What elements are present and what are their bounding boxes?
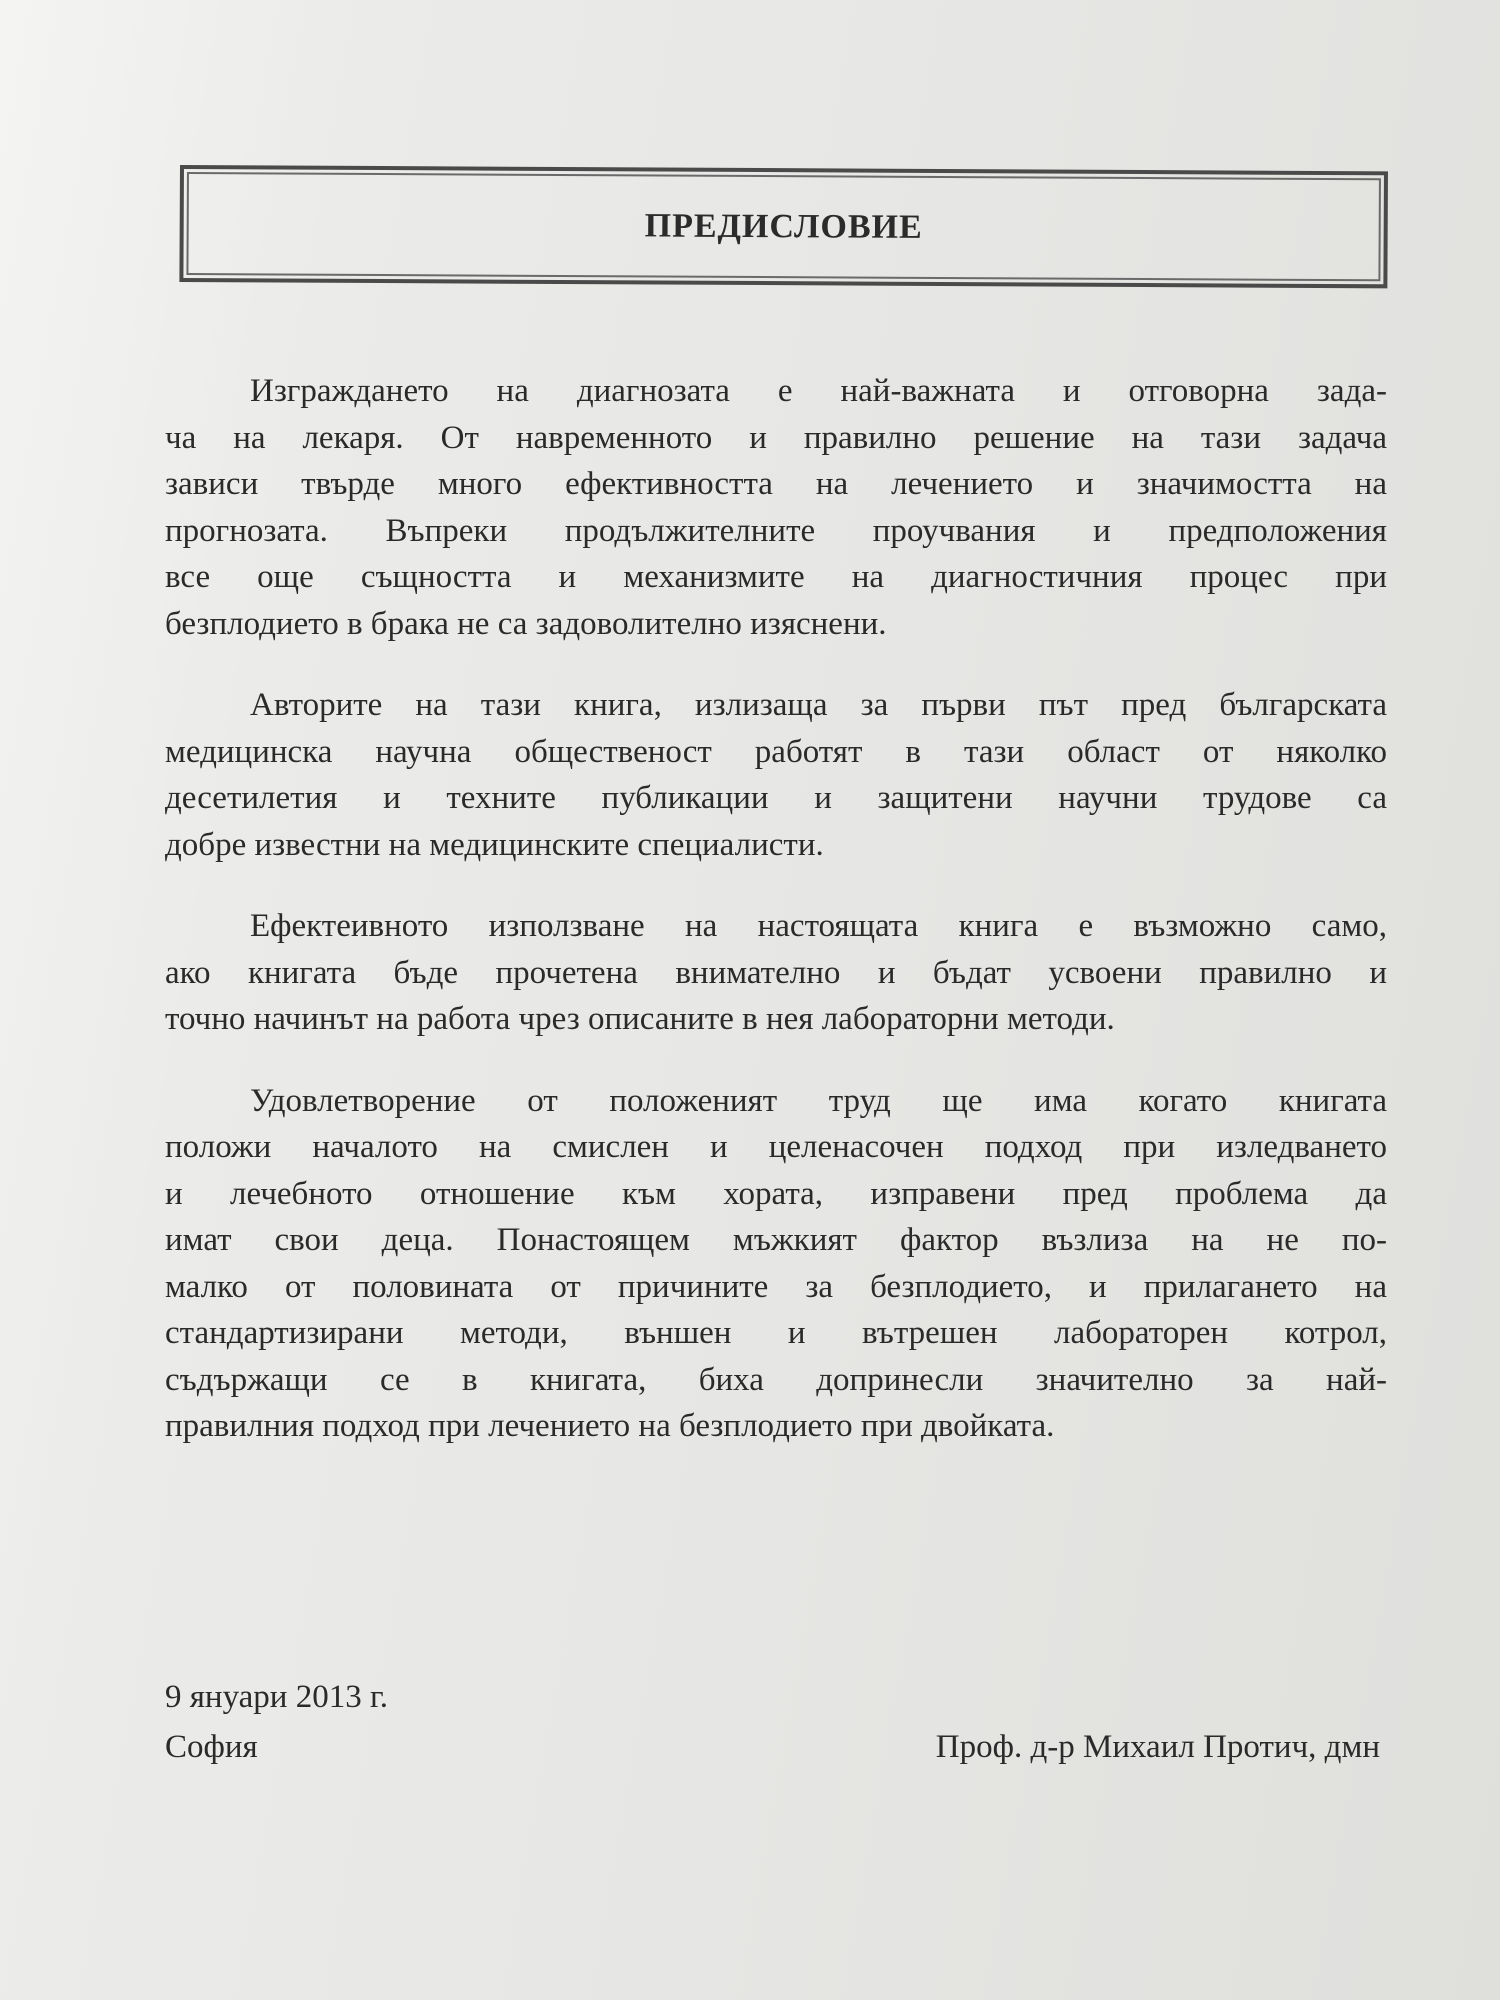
text-line: Авторите на тази книга, излизаща за първи път пред българската — [250, 687, 1387, 723]
text-line: добре известни на медицинските специалисти. — [165, 826, 824, 863]
text-line: Удовлетворение от положеният труд ще има когато книгата — [250, 1082, 1387, 1119]
paragraph-2 — [165, 682, 1387, 868]
text-line: ако книгата бъде прочетена внимателно и бъдат усвоени правилно и — [165, 954, 1387, 991]
text-line: стандартизирани методи, външен и вътрешен лабораторен котрол, — [165, 1315, 1387, 1351]
page-title: ПРЕДИСЛОВИЕ — [644, 206, 923, 246]
text-line: медицинска научна общественост работят в тази област от няколко — [165, 733, 1387, 770]
text-line: имат свои деца. Понастоящем мъжкият фактор възлиза на не по- — [165, 1222, 1387, 1258]
text-line: ча на лекаря. От навременното и правилно решение на тази задача — [165, 419, 1387, 456]
title-frame — [179, 165, 1388, 288]
text-line: безплодието в брака не са задоволително изяснени. — [165, 605, 887, 642]
text-line: прогнозата. Въпреки продължителните проучвания и предположения — [165, 512, 1387, 549]
paragraph-1 — [165, 368, 1387, 647]
text-line: съдържащи се в книгата, биха допринесли значително за най- — [165, 1361, 1387, 1398]
city: София — [165, 1729, 258, 1765]
paragraph-3 — [165, 903, 1387, 1043]
paragraph-4 — [165, 1078, 1387, 1450]
text-line: правилния подход при лечението на безплодието при двойката. — [165, 1408, 1055, 1444]
text-line: и лечебното отношение към хората, изправени пред проблема да — [165, 1175, 1387, 1212]
text-line: Изграждането на диагнозата е най-важната и отговорна зада- — [250, 373, 1387, 409]
text-line: Ефектеивното използване на настоящата книга е възможно само, — [250, 908, 1387, 944]
text-line: зависи твърде много ефективността на лечението и значимостта на — [165, 466, 1387, 502]
text-line: малко от половината от причините за безплодието, и прилагането на — [165, 1268, 1387, 1305]
date-place-block — [165, 1672, 388, 1772]
author-signature: Проф. д-р Михаил Протич, дмн — [935, 1729, 1380, 1765]
text-line: все още същността и механизмите на диагностичния процес при — [165, 559, 1387, 595]
text-line: точно начинът на работа чрез описаните в нея лабораторни методи. — [165, 1001, 1115, 1037]
text-line: десетилетия и техните публикации и защитени научни трудове са — [165, 780, 1387, 816]
text-line: положи началото на смислен и целенасочен подход при изледването — [165, 1129, 1387, 1165]
preface-body — [165, 368, 1387, 1485]
date: 9 януари 2013 г. — [165, 1679, 389, 1715]
title-frame-inner — [186, 172, 1381, 281]
